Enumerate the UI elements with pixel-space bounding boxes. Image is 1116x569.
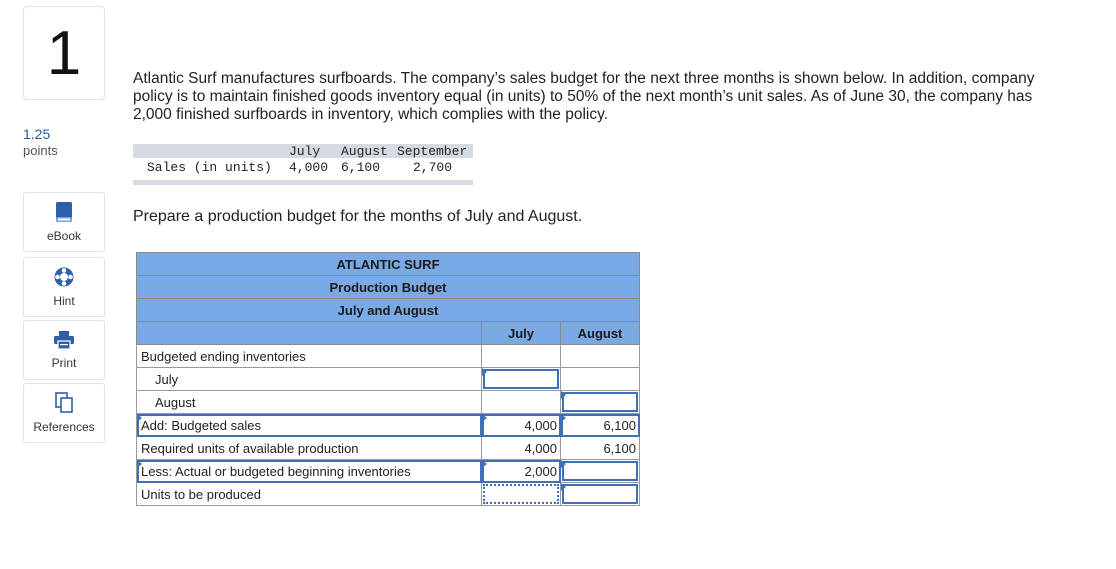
input-box[interactable] — [562, 484, 638, 504]
production-budget-table — [136, 252, 640, 506]
input-units-produced-august[interactable] — [561, 483, 640, 506]
input-box[interactable] — [562, 461, 638, 481]
sales-value-july: 4,000 — [289, 159, 329, 175]
cell-july-august — [561, 368, 640, 391]
sales-value-august: 6,100 — [341, 159, 381, 175]
ebook-button[interactable] — [23, 192, 105, 252]
cell-ending-inventories-august — [561, 345, 640, 368]
sales-header-empty — [133, 143, 289, 159]
input-box[interactable] — [483, 484, 559, 504]
table-row — [137, 345, 640, 368]
input-marker-icon — [482, 368, 487, 376]
hint-button[interactable] — [23, 257, 105, 317]
row-label-units-produced: Units to be produced — [137, 483, 482, 506]
budget-subtitle-row — [137, 276, 640, 299]
table-row — [137, 414, 640, 437]
input-ending-july-july[interactable] — [482, 368, 561, 391]
input-marker-icon — [561, 483, 566, 491]
question-number: 1 — [23, 6, 105, 100]
sales-budget-table — [133, 143, 477, 175]
budget-column-header-row — [137, 322, 640, 345]
table-row — [137, 460, 640, 483]
input-beginning-inventories-august[interactable] — [561, 460, 640, 483]
input-units-produced-july[interactable] — [482, 483, 561, 506]
budget-period-row — [137, 299, 640, 322]
input-budgeted-sales-july[interactable] — [482, 414, 561, 437]
lifebuoy-icon — [53, 266, 75, 288]
input-marker-icon — [137, 414, 142, 422]
sales-value-september: 2,700 — [413, 159, 453, 175]
ebook-label: eBook — [46, 229, 82, 243]
column-header-august: August — [561, 322, 640, 345]
input-marker-icon — [561, 460, 566, 468]
references-button[interactable] — [23, 383, 105, 443]
column-header-july: July — [482, 322, 561, 345]
references-label: References — [33, 420, 95, 434]
budget-subtitle: Production Budget — [137, 276, 640, 299]
input-marker-icon — [137, 460, 142, 468]
table-row — [137, 483, 640, 506]
points-value: 1.25 — [23, 126, 51, 142]
input-box[interactable] — [483, 369, 559, 389]
row-label-beginning-inventories: Less: Actual or budgeted beginning inventories — [141, 463, 411, 479]
instruction-text: Prepare a production budget for the months of July and August. — [133, 208, 583, 225]
sales-header-september: September — [397, 143, 468, 159]
sales-header-row — [133, 143, 477, 159]
input-marker-icon — [561, 414, 566, 422]
printer-icon — [53, 330, 75, 350]
budget-title-row — [137, 253, 640, 276]
sales-header-august: August — [341, 143, 388, 159]
input-beginning-inventories-july[interactable] — [482, 460, 561, 483]
points-label: points — [23, 143, 58, 158]
input-label-beginning-inventories[interactable] — [137, 460, 482, 483]
book-icon — [54, 201, 74, 223]
question-prompt: Atlantic Surf manufactures surfboards. The company’s sales budget for the next three months is shown below. In addition, company policy is to maintain finished goods inventory equal (in units) to 50% of the next month’s unit sales. As of June 30, the company has 2,000 finished surfboards in inventory, which complies with the policy. — [133, 70, 1035, 123]
sales-table-footer-bg — [133, 180, 473, 185]
input-budgeted-sales-august[interactable] — [561, 414, 640, 437]
cell-ending-inventories-july — [482, 345, 561, 368]
input-box[interactable] — [562, 392, 638, 412]
input-marker-icon — [482, 460, 487, 468]
sales-row-label: Sales (in units) — [147, 159, 272, 175]
column-header-empty — [137, 322, 482, 345]
input-label-budgeted-sales[interactable] — [137, 414, 482, 437]
sales-header-july: July — [289, 143, 321, 159]
budget-period: July and August — [137, 299, 640, 322]
table-row — [137, 391, 640, 414]
print-label: Print — [51, 356, 77, 370]
value-beginning-inventories-july: 2,000 — [524, 463, 557, 479]
row-label-ending-inventories: Budgeted ending inventories — [137, 345, 482, 368]
hint-label: Hint — [53, 294, 75, 308]
print-button[interactable] — [23, 320, 105, 380]
table-row — [137, 437, 640, 460]
input-marker-icon — [482, 414, 487, 422]
row-label-required-units: Required units of available production — [137, 437, 482, 460]
cell-august-july — [482, 391, 561, 414]
row-label-july: July — [137, 368, 482, 391]
value-required-units-july: 4,000 — [482, 437, 561, 460]
budget-title: ATLANTIC SURF — [137, 253, 640, 276]
sales-values-row — [133, 159, 477, 175]
input-ending-august-august[interactable] — [561, 391, 640, 414]
row-label-budgeted-sales: Add: Budgeted sales — [141, 417, 261, 433]
value-required-units-august: 6,100 — [561, 437, 640, 460]
copy-icon — [54, 392, 74, 414]
points-display — [23, 126, 58, 158]
value-budgeted-sales-july: 4,000 — [524, 417, 557, 433]
row-label-august: August — [137, 391, 482, 414]
value-budgeted-sales-august: 6,100 — [603, 417, 636, 433]
input-marker-icon — [561, 391, 566, 399]
table-row — [137, 368, 640, 391]
